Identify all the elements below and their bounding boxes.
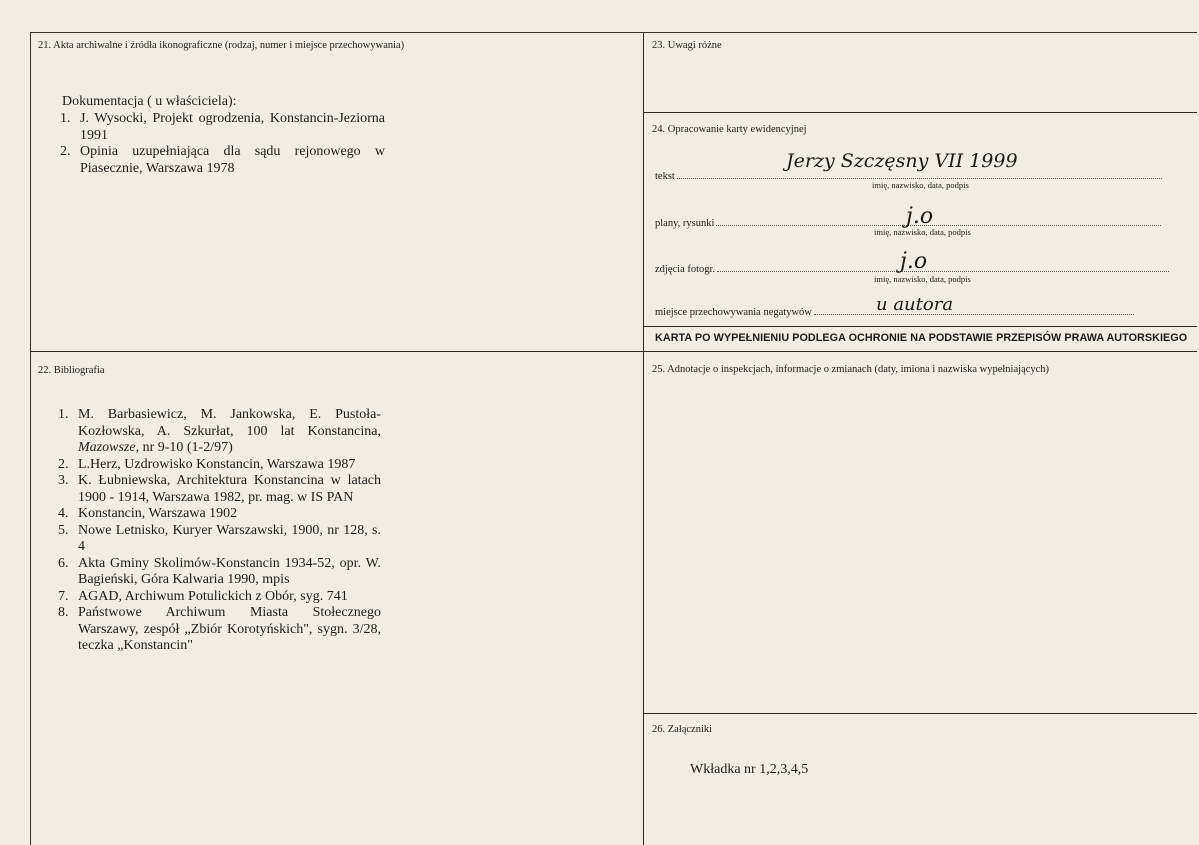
signature-miejsce: u autora <box>876 294 954 315</box>
signature-plany: j.o <box>906 204 934 229</box>
section-22-heading: 22. Bibliografia <box>38 365 105 376</box>
signature-tekst: Jerzy Szczęsny VII 1999 <box>786 150 1018 172</box>
field-miejsce-dots <box>814 314 1134 315</box>
field-tekst-dots <box>677 178 1162 179</box>
divider-25-26 <box>643 713 1197 714</box>
section-26-heading: 26. Załączniki <box>652 724 713 735</box>
field-plany-caption: imię, nazwisko, data, podpis <box>874 227 971 237</box>
list-item: 2. L.Herz, Uzdrowisko Konstancin, Warszawa 1987 <box>58 456 356 472</box>
field-tekst-caption: imię, nazwisko, data, podpis <box>872 180 969 190</box>
list-item: 3. K. Łubniewska, Architektura Konstancina w latach 1900 - 1914, Warszawa 1982, pr. mag. w IS PAN <box>58 473 381 505</box>
section-24-heading: 24. Opracowanie karty ewidencyjnej <box>652 124 807 135</box>
horizontal-divider-main <box>30 351 1197 352</box>
field-plany-label: plany, rysunki <box>655 218 715 229</box>
list-item: 5. Nowe Letnisko, Kuryer Warszawski, 1900, nr 128, s. 4 <box>58 522 381 554</box>
field-zdjecia-label: zdjęcia fotogr. <box>655 264 716 275</box>
list-item: 1. J. Wysocki, Projekt ogrodzenia, Konstancin-Jeziorna 1991 <box>60 111 385 143</box>
field-tekst-label: tekst <box>655 171 675 182</box>
list-item: 4. Konstancin, Warszawa 1902 <box>58 506 238 521</box>
section-25-heading: 25. Adnotacje o inspekcjach, informacje o zmianach (daty, imiona i nazwiska wypełniających) <box>652 364 1050 375</box>
section-21-intro: Dokumentacja ( u właściciela): <box>62 94 237 109</box>
list-item: 7. AGAD, Archiwum Potulickich z Obór, syg. 741 <box>58 588 348 604</box>
list-item: 2. Opinia uzupełniająca dla sądu rejonowego w Piasecznie, Warszawa 1978 <box>60 144 385 176</box>
signature-zdjecia: j.o <box>900 249 928 274</box>
section-21-heading: 21. Akta archiwalne i źródła ikonograficzne (rodzaj, numer i miejsce przechowywania) <box>38 40 405 51</box>
field-zdjecia-caption: imię, nazwisko, data, podpis <box>874 274 971 284</box>
list-item: 6. Akta Gminy Skolimów-Konstancin 1934-52, opr. W. Bagieński, Góra Kalwaria 1990, mpis <box>58 555 381 587</box>
list-item: 1. M. Barbasiewicz, M. Jankowska, E. Pustoła-Kozłowska, A. Szkurłat, 100 lat Konstancina, Mazowsze, nr 9-10 (1-2/97) <box>58 407 381 455</box>
bibliography-list <box>58 407 381 655</box>
divider-23-24 <box>643 112 1197 113</box>
field-zdjecia-dots <box>717 271 1169 272</box>
attachments-text: Wkładka nr 1,2,3,4,5 <box>690 762 809 777</box>
list-item: 8. Państwowe Archiwum Miasta Stołecznego Warszawy, zespół „Zbiór Korotyńskich", sygn. 3/28, teczka „Konstancin" <box>58 605 381 653</box>
copyright-notice: KARTA PO WYPEŁNIENIU PODLEGA OCHRONIE NA PODSTAWIE PRZEPISÓW PRAWA AUTORSKIEGO <box>655 332 1188 344</box>
field-miejsce-label: miejsce przechowywania negatywów <box>655 307 812 318</box>
section-21-list <box>60 111 385 177</box>
vertical-divider <box>643 32 644 845</box>
divider-notice-top <box>643 326 1197 327</box>
section-23-heading: 23. Uwagi różne <box>652 40 722 51</box>
field-plany-dots <box>716 225 1161 226</box>
